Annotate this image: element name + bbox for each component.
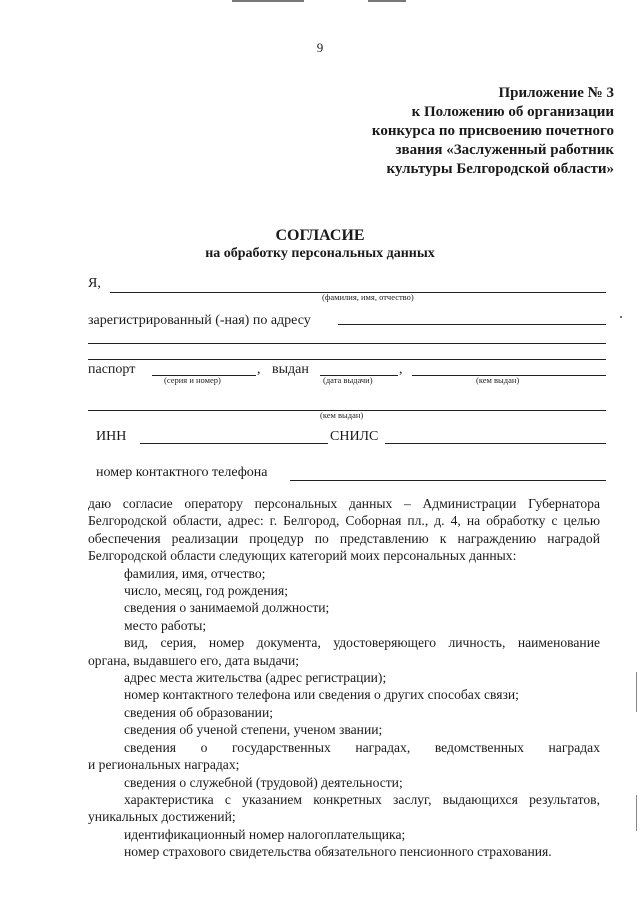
scan-edge-mark bbox=[368, 0, 406, 2]
address-line-3 bbox=[88, 359, 606, 360]
list-item: характеристика с указанием конкретных заслуг, выдающихся результатов, bbox=[124, 791, 600, 807]
ya-label: Я, bbox=[88, 276, 101, 291]
list-item-continuation: органа, выдавшего его, дата выдачи; bbox=[88, 652, 300, 668]
address-line-2 bbox=[88, 343, 606, 344]
scan-edge-mark bbox=[636, 672, 637, 712]
inn-line bbox=[140, 443, 328, 444]
list-item: фамилия, имя, отчество; bbox=[124, 565, 266, 581]
address-label: зарегистрированный (-ная) по адресу bbox=[88, 313, 311, 328]
address-line bbox=[338, 324, 606, 325]
scan-edge-mark bbox=[636, 795, 637, 831]
fio-caption: (фамилия, имя, отчество) bbox=[322, 292, 414, 302]
list-item: сведения об ученой степени, ученом звании; bbox=[124, 722, 383, 738]
list-item: место работы; bbox=[124, 617, 207, 633]
consent-intro-line: Белгородской области следующих категорий моих персональных данных: bbox=[88, 548, 517, 564]
appendix-line: конкурса по присвоению почетного bbox=[371, 123, 614, 139]
list-item: сведения о служебной (трудовой) деятельности; bbox=[124, 774, 403, 790]
consent-intro-line: обеспечения реализации процедур по представлению к награждению наградой bbox=[88, 530, 600, 546]
appendix-line: Приложение № 3 bbox=[498, 85, 614, 101]
inn-label: ИНН bbox=[96, 429, 127, 444]
series-caption: (серия и номер) bbox=[164, 375, 221, 385]
appendix-header bbox=[324, 84, 614, 179]
consent-intro-line: Белгородской области, адрес: г. Белгород, Соборная пл., д. 4, на обработку с целью bbox=[88, 513, 600, 529]
list-item: адрес места жительства (адрес регистрации); bbox=[124, 670, 387, 686]
consent-intro-line: даю согласие оператору персональных данных – Администрации Губернатора bbox=[88, 496, 600, 511]
list-item: вид, серия, номер документа, удостоверяющего личность, наименование bbox=[124, 635, 600, 651]
list-item: номер контактного телефона или сведения о других способах связи; bbox=[124, 687, 519, 703]
appendix-line: культуры Белгородской области» bbox=[386, 161, 614, 177]
list-item-continuation: и региональных наградах; bbox=[88, 757, 240, 773]
list-item: сведения об образовании; bbox=[124, 704, 273, 720]
list-item: сведения о занимаемой должности; bbox=[124, 600, 330, 616]
comma: , bbox=[257, 362, 261, 377]
list-item: номер страхового свидетельства обязательного пенсионного страхования. bbox=[124, 844, 552, 860]
scan-speck bbox=[620, 316, 622, 318]
appendix-line: звания «Заслуженный работник bbox=[395, 142, 614, 158]
scan-edge-mark bbox=[232, 0, 304, 2]
snils-line bbox=[385, 443, 606, 444]
list-item: число, месяц, год рождения; bbox=[124, 583, 288, 599]
phone-line bbox=[290, 480, 606, 481]
document-title: СОГЛАСИЕ bbox=[275, 227, 365, 244]
list-item-continuation: уникальных достижений; bbox=[88, 809, 236, 825]
passport-label: паспорт bbox=[88, 362, 136, 377]
issued-label: выдан bbox=[272, 362, 309, 377]
list-item: сведения о государственных наградах, ведомственных наградах bbox=[124, 739, 600, 755]
issuer-caption-2: (кем выдан) bbox=[320, 410, 364, 420]
date-caption: (дата выдачи) bbox=[323, 375, 373, 385]
issuer-caption: (кем выдан) bbox=[476, 375, 520, 385]
document-subtitle: на обработку персональных данных bbox=[205, 246, 435, 261]
appendix-line: к Положению об организации bbox=[411, 104, 614, 120]
snils-label: СНИЛС bbox=[330, 429, 379, 444]
page-number: 9 bbox=[316, 40, 324, 55]
consent-text bbox=[88, 495, 600, 861]
phone-label: номер контактного телефона bbox=[96, 465, 268, 480]
comma: , bbox=[399, 362, 403, 377]
list-item: идентификационный номер налогоплательщика; bbox=[124, 826, 406, 842]
